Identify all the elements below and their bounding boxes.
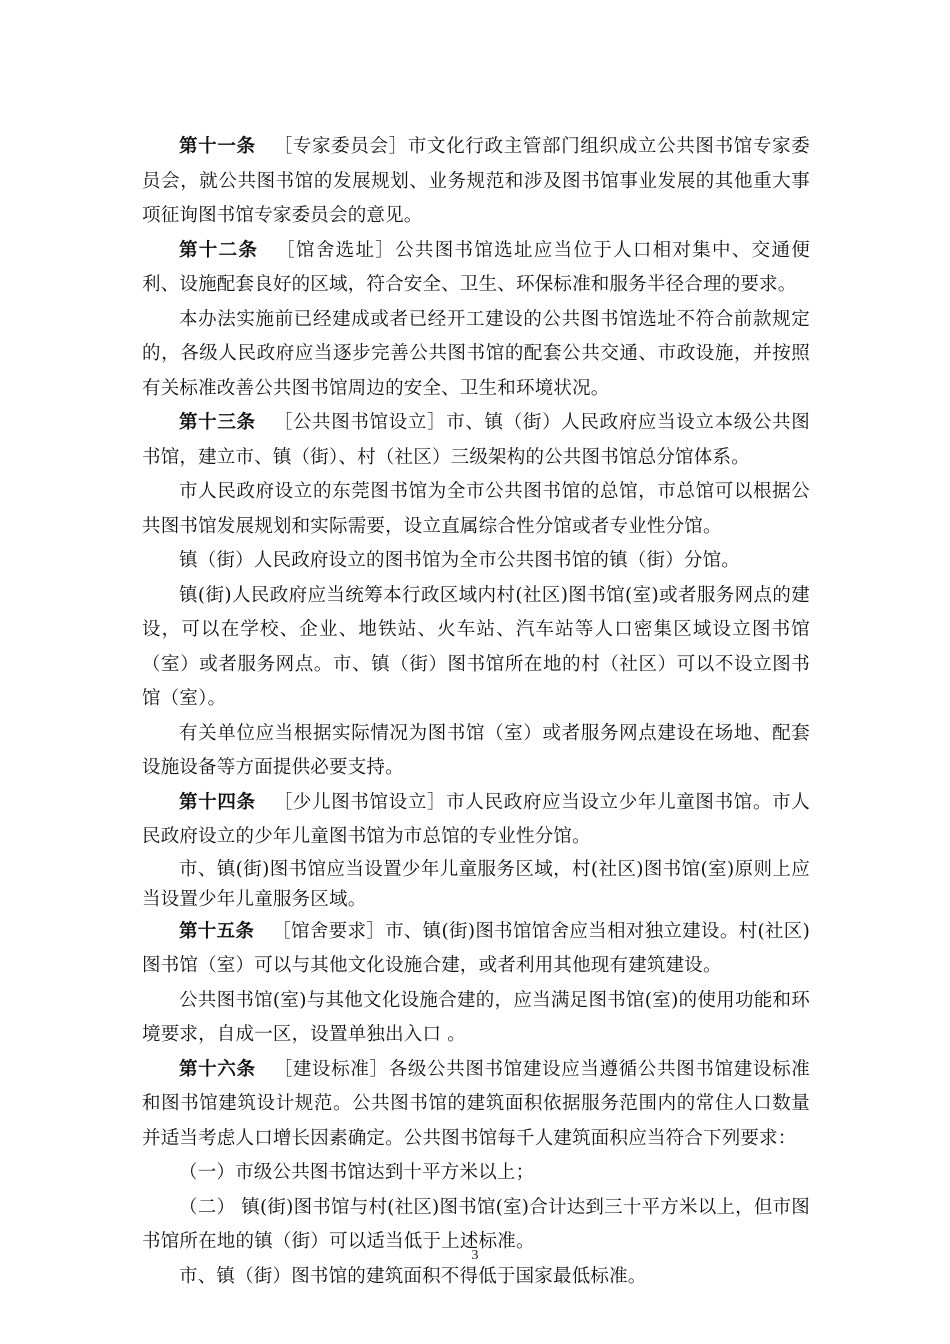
paragraph-text: 市、镇(街)图书馆应当设置少年儿童服务区域，村(社区)图书馆(室)原则上应当设置少年儿童服务区域。 (142, 858, 810, 910)
paragraph (142, 984, 810, 1053)
article-text: ［建设标准］各级公共图书馆建设应当遵循公共图书馆建设标准和图书馆建筑设计规范。公共图书馆的建筑面积依据服务范围内的常住人口数量并适当考虑人口增长因素确定。公共图书馆每千人建筑面积应当符合下列要求： (142, 1058, 810, 1149)
paragraph-text: 市人民政府设立的东莞图书馆为全市公共图书馆的总馆，市总馆可以根据公共图书馆发展规划和实际需要，设立直属综合性分馆或者专业性分馆。 (142, 481, 810, 537)
article-title: 第十三条 (179, 412, 256, 433)
article-title: 第十四条 (179, 791, 256, 813)
article-15 (142, 915, 810, 984)
paragraph-text: 有关单位应当根据实际情况为图书馆（室）或者服务网点建设在场地、配套设施设备等方面提供必要支持。 (142, 722, 810, 778)
article-13 (142, 406, 810, 475)
paragraph (142, 579, 810, 717)
paragraph-text: 镇(街)人民政府应当统筹本行政区域内村(社区)图书馆(室)或者服务网点的建设，可以在学校、企业、地铁站、火车站、汽车站等人口密集区域设立图书馆（室）或者服务网点。市、镇（街）图书馆所在地的村（社区）可以不设立图书馆（室）。 (142, 584, 810, 709)
article-text: ［馆舍选址］公共图书馆选址应当位于人口相对集中、交通便利、设施配套良好的区域，符合安全、卫生、环保标准和服务半径合理的要求。 (142, 239, 810, 295)
paragraph (142, 303, 810, 407)
article-title: 第十六条 (179, 1058, 256, 1080)
paragraph-text: 本办法实施前已经建成或者已经开工建设的公共图书馆选址不符合前款规定的，各级人民政府应当逐步完善公共图书馆的配套公共交通、市政设施，并按照有关标准改善公共图书馆周边的安全、卫生和环境状况。 (142, 308, 810, 399)
article-14 (142, 786, 810, 855)
paragraph (142, 717, 810, 786)
article-text: ［公共图书馆设立］市、镇（街）人民政府应当设立本级公共图书馆，建立市、镇（街）、村（社区）三级架构的公共图书馆总分馆体系。 (142, 412, 810, 468)
list-item-text: （一）市级公共图书馆达到十平方米以上； (179, 1162, 535, 1183)
paragraph (142, 544, 810, 579)
article-text: ［馆舍要求］市、镇(街)图书馆馆舍应当相对独立建设。村(社区)图书馆（室）可以与其他文化设施合建，或者利用其他现有建筑建设。 (142, 920, 810, 976)
page-number: 3 (471, 1248, 479, 1263)
article-11 (142, 130, 810, 234)
article-title: 第十一条 (179, 136, 256, 157)
article-title: 第十二条 (179, 239, 259, 261)
paragraph-text: 镇（街）人民政府设立的图书馆为全市公共图书馆的镇（街）分馆。 (179, 550, 741, 571)
paragraph (142, 1260, 810, 1295)
paragraph-text: 市、镇（街）图书馆的建筑面积不得低于国家最低标准。 (179, 1265, 647, 1287)
list-item (142, 1156, 810, 1191)
article-12 (142, 234, 810, 303)
document-body (142, 130, 810, 1294)
list-item-text: （二） 镇(街)图书馆与村(社区)图书馆(室)合计达到三十平方米以上，但市图书馆所在地的镇（街）可以适当低于上述标准。 (142, 1196, 810, 1252)
article-16 (142, 1053, 810, 1157)
article-title: 第十五条 (179, 920, 255, 942)
article-text: ［少儿图书馆设立］市人民政府应当设立少年儿童图书馆。市人民政府设立的少年儿童图书馆为市总馆的专业性分馆。 (142, 791, 810, 847)
paragraph (142, 475, 810, 544)
paragraph (142, 855, 810, 915)
paragraph-text: 公共图书馆(室)与其他文化设施合建的，应当满足图书馆(室)的使用功能和环境要求，自成一区，设置单独出入口 。 (142, 989, 810, 1045)
article-text: ［专家委员会］市文化行政主管部门组织成立公共图书馆专家委员会，就公共图书馆的发展规划、业务规范和涉及图书馆事业发展的其他重大事项征询图书馆专家委员会的意见。 (142, 136, 810, 226)
